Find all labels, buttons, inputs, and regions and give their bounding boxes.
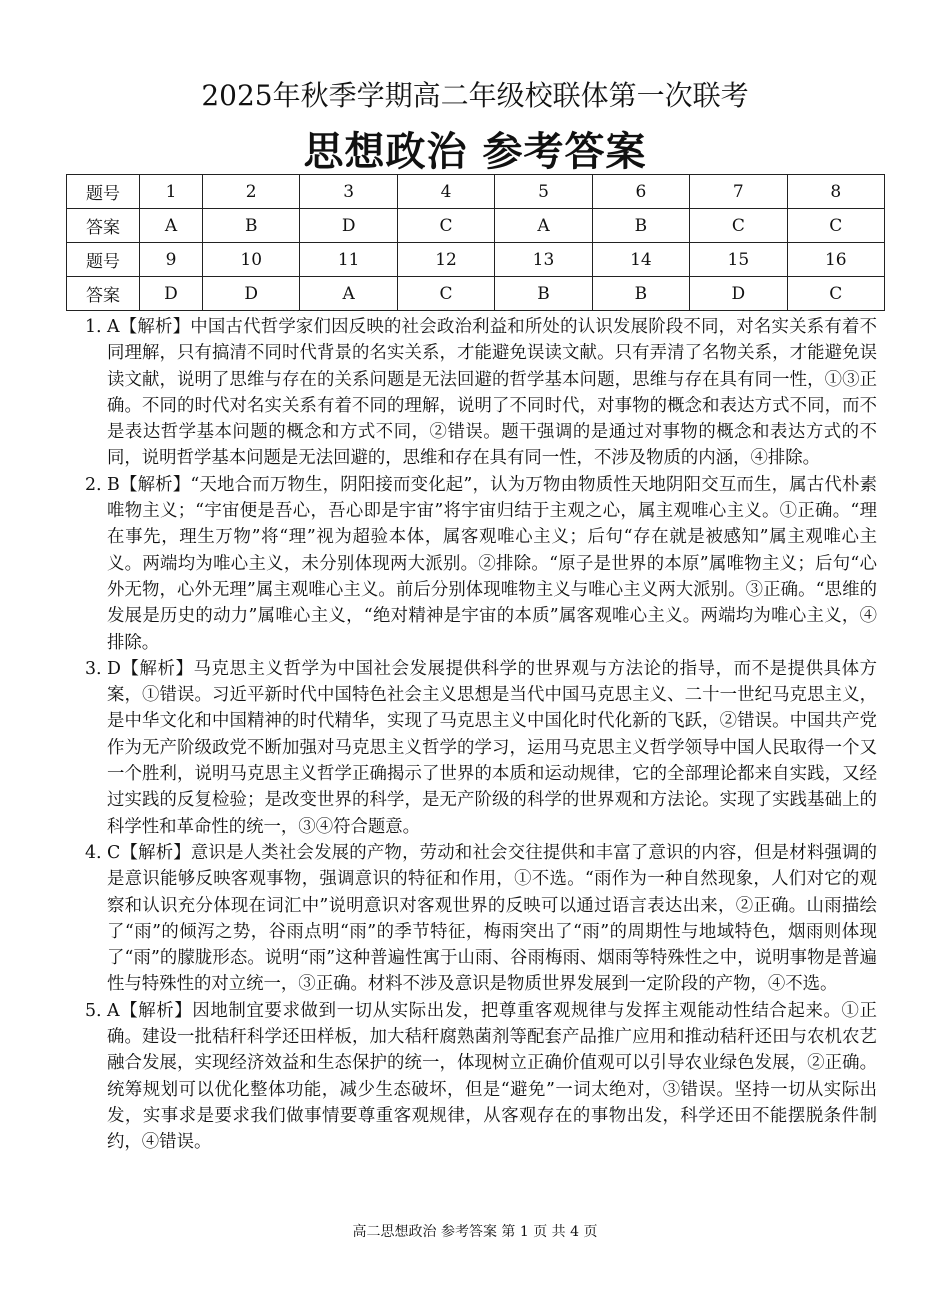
row-label: 题号 bbox=[67, 243, 140, 277]
item-number: 3． bbox=[85, 658, 114, 679]
question-number-cell: 1 bbox=[140, 175, 203, 209]
question-number-cell: 10 bbox=[203, 243, 300, 277]
answer-table bbox=[66, 174, 885, 311]
question-number-cell: 7 bbox=[690, 175, 787, 209]
explanation-item bbox=[85, 840, 877, 998]
explanation-item bbox=[85, 314, 877, 472]
question-number-cell: 9 bbox=[140, 243, 203, 277]
answer-cell: C bbox=[690, 209, 787, 243]
item-text: C【解析】意识是人类社会发展的产物，劳动和社会交往提供和丰富了意识的内容，但是材料强调的是意识能够反映客观事物，强调意识的特征和作用，①不选。“雨作为一种自然现象，人们对它的观察和认识充分体现在词汇中”说明意识对客观世界的反映可以通过语言表达出来，②正确。山雨描绘了“雨”的倾泻之势，谷雨点明“雨”的季节特征，梅雨突出了“雨”的周期性与地域特色，烟雨则体现了“雨”的朦胧形态。说明“雨”这种普遍性寓于山雨、谷雨梅雨、烟雨等特殊性之中，说明事物是普遍性与特殊性的对立统一，③正确。材料不涉及意识是物质世界发展到一定阶段的产物，④不选。 bbox=[107, 842, 877, 995]
question-number-cell: 11 bbox=[300, 243, 397, 277]
question-number-cell: 13 bbox=[495, 243, 592, 277]
answer-cell: C bbox=[397, 277, 494, 311]
row-label: 答案 bbox=[67, 277, 140, 311]
answer-cell: A bbox=[300, 277, 397, 311]
question-number-cell: 4 bbox=[397, 175, 494, 209]
document-subtitle: 思想政治 参考答案 bbox=[303, 128, 647, 175]
answer-cell: B bbox=[203, 209, 300, 243]
answer-cell: C bbox=[397, 209, 494, 243]
answer-cell: D bbox=[690, 277, 787, 311]
page-footer: 高二思想政治 参考答案 第 1 页 共 4 页 bbox=[352, 1224, 598, 1240]
explanation-item bbox=[85, 656, 877, 840]
question-number-cell: 2 bbox=[203, 175, 300, 209]
answer-cell: D bbox=[140, 277, 203, 311]
item-text: D【解析】马克思主义哲学为中国社会发展提供科学的世界观与方法论的指导，而不是提供具体方案，①错误。习近平新时代中国特色社会主义思想是当代中国马克思主义、二十一世纪马克思主义，是中华文化和中国精神的时代精华，实现了马克思主义中国化时代化新的飞跃，②错误。中国共产党作为无产阶级政党不断加强对马克思主义哲学的学习，运用马克思主义哲学领导中国人民取得一个又一个胜利，说明马克思主义哲学正确揭示了世界的本质和运动规律，它的全部理论都来自实践，又经过实践的反复检验；是改变世界的科学，是无产阶级的科学的世界观和方法论。实现了实践基础上的科学性和革命性的统一，③④符合题意。 bbox=[107, 658, 877, 837]
answer-row bbox=[67, 277, 885, 311]
answer-cell: C bbox=[787, 277, 884, 311]
question-number-cell: 16 bbox=[787, 243, 884, 277]
question-number-cell: 8 bbox=[787, 175, 884, 209]
question-number-row bbox=[67, 243, 885, 277]
answer-cell: D bbox=[203, 277, 300, 311]
question-number-cell: 12 bbox=[397, 243, 494, 277]
item-number: 2． bbox=[85, 474, 114, 495]
item-text: A【解析】中国古代哲学家们因反映的社会政治利益和所处的认识发展阶段不同，对名实关系有着不同理解，只有搞清不同时代背景的名实关系，才能避免误读文献。只有弄清了名物关系，才能避免误读文献，说明了思维与存在的关系问题是无法回避的哲学基本问题，思维与存在具有同一性，①③正确。不同的时代对名实关系有着不同的理解，说明了不同时代，对事物的概念和表达方式不同，而不是表达哲学基本问题的概念和方式不同，②错误。题干强调的是通过对事物的概念和表达方式的不同，说明哲学基本问题是无法回避的，思维和存在具有同一性，不涉及物质的内涵，④排除。 bbox=[107, 317, 877, 469]
question-number-cell: 14 bbox=[592, 243, 689, 277]
question-number-cell: 15 bbox=[690, 243, 787, 277]
answer-cell: B bbox=[592, 209, 689, 243]
answer-cell: C bbox=[787, 209, 884, 243]
item-text: A【解析】因地制宜要求做到一切从实际出发，把尊重客观规律与发挥主观能动性结合起来。①正确。建设一批秸秆科学还田样板，加大秸秆腐熟菌剂等配套产品推广应用和推动秸秆还田与农机农艺融合发展，实现经济效益和生态保护的统一，体现树立正确价值观可以引导农业绿色发展，②正确。统筹规划可以优化整体功能，减少生态破坏，但是“避免”一词太绝对，③错误。坚持一切从实际出发，实事求是要求我们做事情要尊重客观规律，从客观存在的事物出发，科学还田不能摆脱条件制约，④错误。 bbox=[107, 1000, 877, 1153]
answer-cell: B bbox=[495, 277, 592, 311]
explanation-item bbox=[85, 998, 877, 1156]
item-number: 5． bbox=[85, 1000, 114, 1021]
question-number-cell: 6 bbox=[592, 175, 689, 209]
question-number-cell: 3 bbox=[300, 175, 397, 209]
answer-cell: B bbox=[592, 277, 689, 311]
question-number-row bbox=[67, 175, 885, 209]
item-number: 4． bbox=[85, 842, 114, 863]
answer-cell: A bbox=[140, 209, 203, 243]
row-label: 答案 bbox=[67, 209, 140, 243]
row-label: 题号 bbox=[67, 175, 140, 209]
answer-row bbox=[67, 209, 885, 243]
explanations-list bbox=[85, 314, 877, 1156]
item-number: 1． bbox=[85, 317, 114, 337]
answer-cell: D bbox=[300, 209, 397, 243]
question-number-cell: 5 bbox=[495, 175, 592, 209]
explanation-item bbox=[85, 472, 877, 656]
answer-cell: A bbox=[495, 209, 592, 243]
exam-title: 2025年秋季学期高二年级校联体第一次联考 bbox=[201, 79, 749, 112]
item-text: B【解析】“天地合而万物生，阴阳接而变化起”，认为万物由物质性天地阴阳交互而生，属古代朴素唯物主义；“宇宙便是吾心，吾心即是宇宙”将宇宙归结于主观之心，属主观唯心主义。①正确。“理在事先，理生万物”将“理”视为超验本体，属客观唯心主义；后句“存在就是被感知”属主观唯心主义。两端均为唯心主义，未分别体现两大派别。②排除。“原子是世界的本原”属唯物主义；后句“心外无物，心外无理”属主观唯心主义。前后分别体现唯物主义与唯心主义两大派别。③正确。“思维的发展是历史的动力”属唯心主义，“绝对精神是宇宙的本质”属客观唯心主义。两端均为唯心主义，④排除。 bbox=[107, 474, 877, 653]
